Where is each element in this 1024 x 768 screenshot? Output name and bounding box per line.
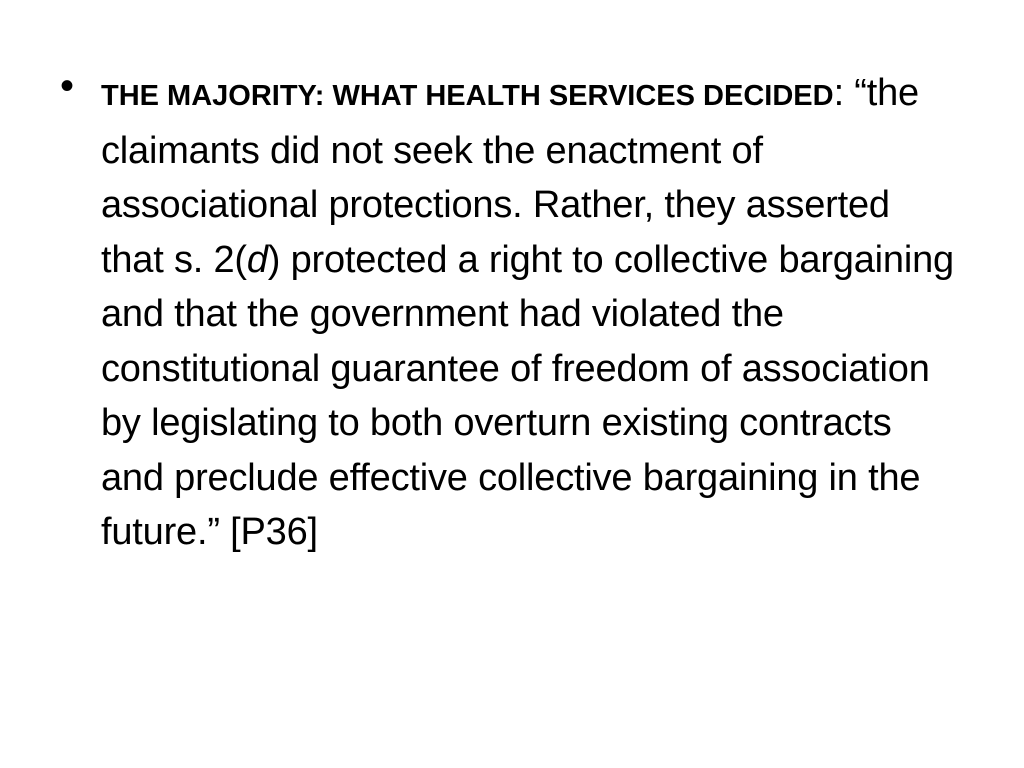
heading-separator: : [833, 72, 855, 114]
bullet-marker: • [60, 64, 75, 108]
bullet-heading: THE MAJORITY: WHAT HEALTH SERVICES DECIDED [101, 80, 834, 112]
bullet-item [60, 66, 960, 560]
quote-text-part-1: “the claimants did not seek the enactment of associational protections. Rather, they asserted that s. 2( [101, 72, 919, 281]
bullet-text [101, 66, 960, 560]
quote-italic-text: d [246, 238, 268, 281]
quote-text-part-2: ) protected a right to collective bargaining and that the government had violated the constitutional guarantee of freedom of association by legislating to both overturn existing contracts and preclude effective collective bargaining in the future.” [P36] [101, 238, 954, 553]
